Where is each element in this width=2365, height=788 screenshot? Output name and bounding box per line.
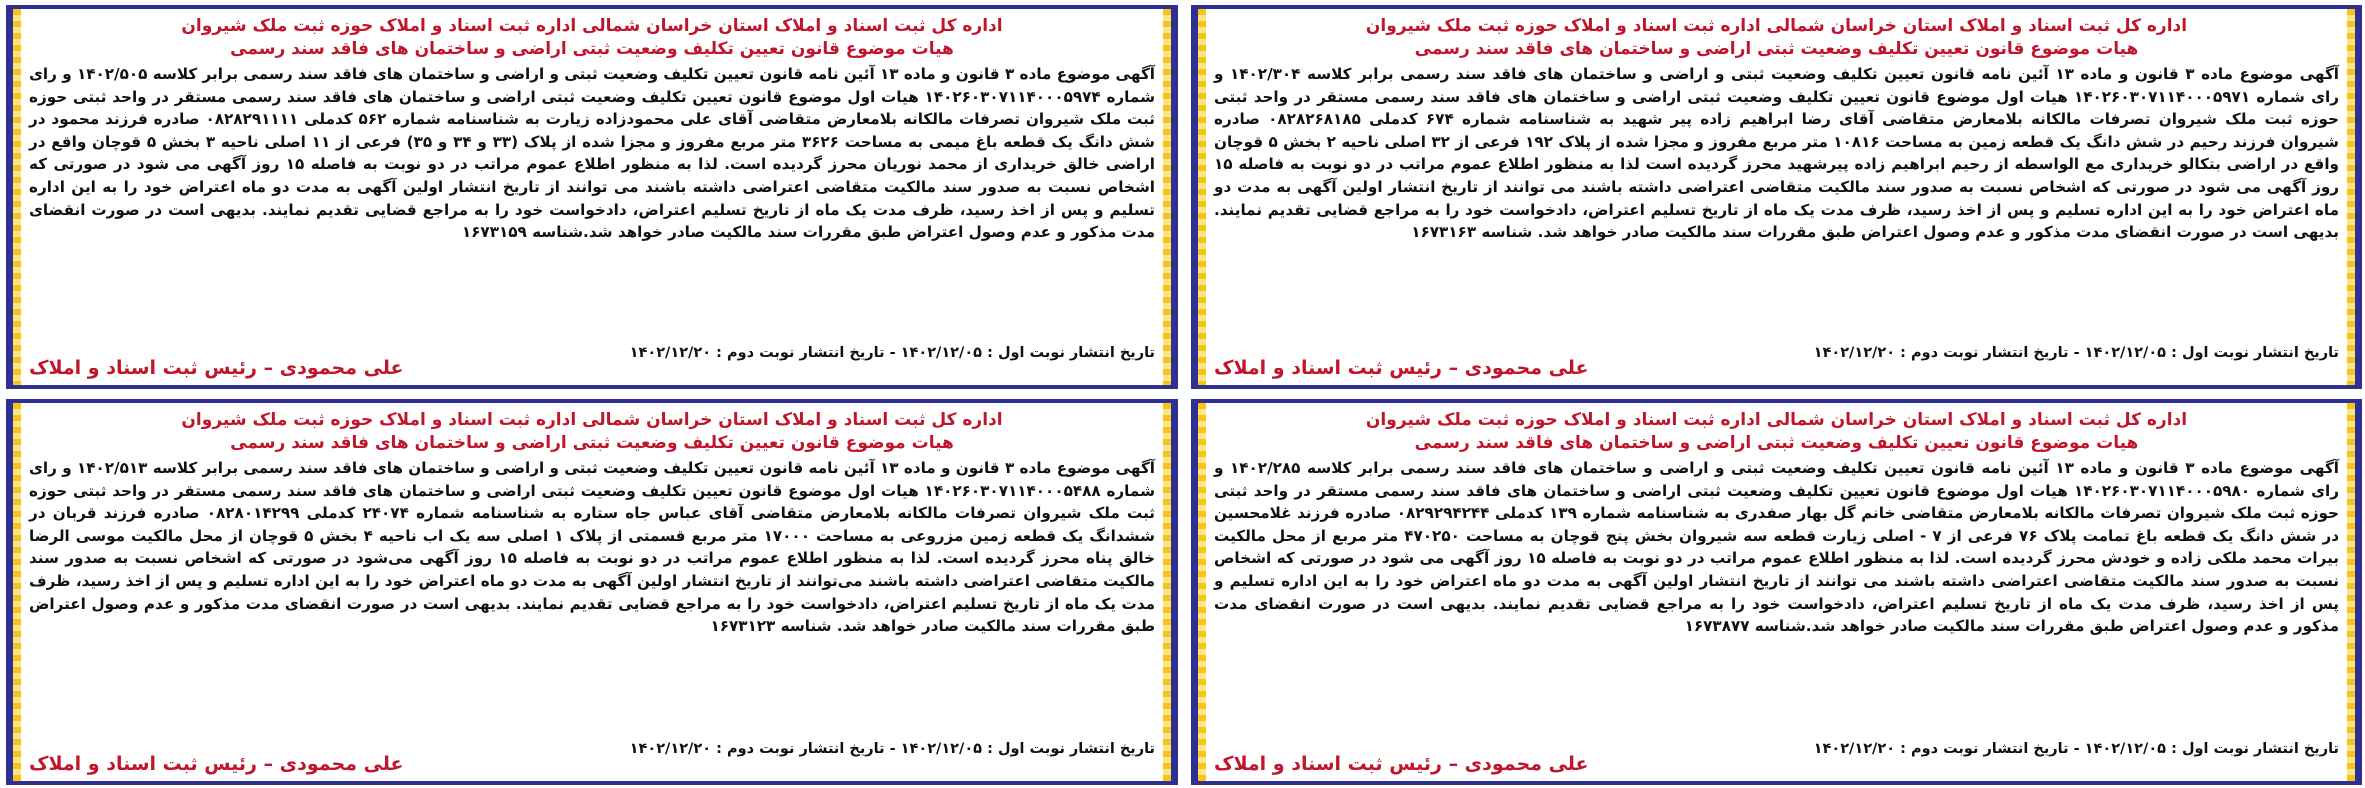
notice-title-line-1: اداره کل ثبت اسناد و املاک استان خراسان شمالی اداره ثبت اسناد و املاک حوزه ثبت ملک شیروان [1365,410,2188,430]
notice-title-line-2: هیات موضوع قانون تعیین تکلیف وضعیت ثبتی اراضی و ساختمان های فاقد سند رسمی [1414,433,2139,453]
publication-dates: تاریخ انتشار نوبت اول : ۱۴۰۲/۱۲/۰۵ - تاریخ انتشار نوبت دوم : ۱۴۰۲/۱۲/۲۰ [629,741,1155,757]
signature: علی محمودی – رئیس ثبت اسناد و املاک [29,753,404,775]
notice-content [1214,15,2339,379]
notice-content [1214,409,2339,775]
notice-footer [1214,345,2339,379]
signature: علی محمودی – رئیس ثبت اسناد و املاک [29,357,404,379]
publication-dates: تاریخ انتشار نوبت اول : ۱۴۰۲/۱۲/۰۵ - تاریخ انتشار نوبت دوم : ۱۴۰۲/۱۲/۲۰ [1813,741,2339,757]
signature: علی محمودی – رئیس ثبت اسناد و املاک [1214,357,1589,379]
notice-title-line-2: هیات موضوع قانون تعیین تکلیف وضعیت ثبتی اراضی و ساختمان های فاقد سند رسمی [1414,39,2139,59]
notice-body: آگهی موضوع ماده ۳ قانون و ماده ۱۳ آئین نامه قانون تعیین تکلیف وضعیت ثبتی و اراضی و ساختمان های فاقد سند رسمی برابر کلاسه ۱۴۰۲/۳۰۴ و رای شماره ۱۴۰۲۶۰۳۰۷۱۱۴۰۰۰۵۹۷۱ هیات اول موضوع قانون تعیین تکلیف وضعیت ثبتی اراضی و ساختمان های فاقد سند رسمی مستقر در واحد ثبتی حوزه ثبت ملک شیروان تصرفات مالکانه بلامعارض متقاضی آقای رضا ابراهیم زاده پیر شهید به شناسنامه شماره ۶۷۴ کدملی ۰۸۲۸۲۶۸۱۸۵ صادره شیروان فرزند رحیم در شش دانگ یک قطعه زمین به مساحت ۱۰۸۱۶ متر مربع مفروز و مجزا شده از پلاک ۱۹۲ فرعی از ۳۲ اصلی ناحیه ۲ بخش ۵ قوچان واقع در اراضی بتکالو خریداری مع الواسطه از رحیم ابراهیم زاده پیرشهید محرز گردیده است لذا به منظور اطلاع عموم مراتب در دو نوبت به فاصله ۱۵ روز آگهی می شود در صورتی که اشخاص نسبت به صدور سند مالکیت متقاضی اعتراضی داشته باشند می توانند از تاریخ انتشار اولین آگهی به مدت دو ماه اعتراض خود را به این اداره تسلیم و پس از اخذ رسید، ظرف مدت یک ماه از تاریخ تسلیم اعتراض، دادخواست خود را به مراجع قضایی تقدیم نمایند. بدیهی است در صورت انقضای مدت مذکور و عدم وصول اعتراض طبق مقررات سند مالکیت صادر خواهد شد. شناسه ۱۶۷۳۱۶۳ [1214,65,2340,242]
notice-title-line-2: هیات موضوع قانون تعیین تکلیف وضعیت ثبتی اراضی و ساختمان های فاقد سند رسمی [230,39,954,59]
notice-title-line-1: اداره کل ثبت اسناد و املاک استان خراسان شمالی اداره ثبت اسناد و املاک حوزه ثبت ملک شیروان [181,16,1003,36]
notice-footer [29,345,1155,379]
notice-content [29,409,1155,775]
notice-top-left [6,5,1178,389]
notice-body: آگهی موضوع ماده ۳ قانون و ماده ۱۳ آئین نامه قانون تعیین تکلیف وضعیت ثبتی و اراضی و ساختمان های فاقد سند رسمی برابر کلاسه ۱۴۰۲/۵۰۵ و رای شماره ۱۴۰۲۶۰۳۰۷۱۱۴۰۰۰۵۹۷۴ هیات اول موضوع قانون تعیین تکلیف وضعیت ثبتی اراضی و ساختمان های فاقد سند رسمی مستقر در واحد ثبتی حوزه ثبت ملک شیروان تصرفات مالکانه بلامعارض متقاضی آقای علی محمودزاده زیارت به شناسنامه شماره ۵۶۲ کدملی ۰۸۲۸۲۹۱۱۱۱ صادره فرزند محمود در شش دانگ یک قطعه باغ میمی به مساحت ۳۶۲۶ متر مربع مفروز و مجزا شده از پلاک (۳۳ و ۳۴ و ۳۵) فرعی از ۱۱ اصلی ناحیه ۳ بخش ۵ قوچان واقع در اراضی خالق خریداری از محمد نوریان محرز گردیده است. لذا به منظور اطلاع عموم مراتب در دو نوبت به فاصله ۱۵ روز آگهی می شود در صورتی که اشخاص نسبت به صدور سند مالکیت متقاضی اعتراضی داشته باشند می توانند از تاریخ انتشار اولین آگهی به مدت دو ماه اعتراض خود را به این اداره تسلیم و پس از اخذ رسید، ظرف مدت یک ماه از تاریخ تسلیم اعتراض، دادخواست خود را به مراجع قضایی تقدیم نمایند. بدیهی است در صورت انقضای مدت مذکور و عدم وصول اعتراض طبق مقررات سند مالکیت صادر خواهد شد.شناسه ۱۶۷۳۱۵۹ [29,65,1156,242]
notice-body: آگهی موضوع ماده ۳ قانون و ماده ۱۳ آئین نامه قانون تعیین تکلیف وضعیت ثبتی و اراضی و ساختمان های فاقد سند رسمی برابر کلاسه ۱۴۰۲/۵۱۳ و رای شماره ۱۴۰۲۶۰۳۰۷۱۱۴۰۰۰۵۴۸۸ هیات اول موضوع قانون تعیین تکلیف وضعیت ثبتی اراضی و ساختمان های فاقد سند رسمی مستقر در واحد ثبتی حوزه ثبت ملک شیروان تصرفات مالکانه بلامعارض متقاضی آقای عباس جاه ستاره به شناسنامه شماره ۲۴۰۷۴ کدملی ۰۸۲۸۰۱۴۲۹۹ صادره فرزند قربان در ششدانگ یک قطعه زمین مزروعی به مساحت ۱۷۰۰۰ متر مربع قسمتی از پلاک ۱ اصلی سه یک اب ناحیه ۴ بخش ۵ قوچان از محل مالکیت موسی الرضا خالق پناه محرز گردیده است. لذا به منظور اطلاع عموم مراتب در دو نوبت به فاصله ۱۵ روز آگهی می‌شود در صورتی که اشخاص نسبت به صدور سند مالکیت متقاضی اعتراضی داشته باشند می‌توانند از تاریخ انتشار اولین آگهی به مدت دو ماه اعتراض خود را به این اداره تسلیم و پس از اخذ رسید، ظرف مدت یک ماه از تاریخ تسلیم اعتراض، دادخواست خود را به مراجع قضایی تقدیم نمایند. بدیهی است در صورت انقضای مدت مذکور و عدم وصول اعتراض طبق مقررات سند مالکیت صادر خواهد شد. شناسه ۱۶۷۳۱۲۳ [29,459,1156,636]
notice-title-line-1: اداره کل ثبت اسناد و املاک استان خراسان شمالی اداره ثبت اسناد و املاک حوزه ثبت ملک شیروان [1365,16,2188,36]
publication-dates: تاریخ انتشار نوبت اول : ۱۴۰۲/۱۲/۰۵ - تاریخ انتشار نوبت دوم : ۱۴۰۲/۱۲/۲۰ [629,345,1155,361]
notice-title-line-2: هیات موضوع قانون تعیین تکلیف وضعیت ثبتی اراضی و ساختمان های فاقد سند رسمی [230,433,954,453]
notice-body: آگهی موضوع ماده ۳ قانون و ماده ۱۳ آئین نامه قانون تعیین تکلیف وضعیت ثبتی و اراضی و ساختمان های فاقد سند رسمی برابر کلاسه ۱۴۰۲/۲۸۵ و رای شماره ۱۴۰۲۶۰۳۰۷۱۱۴۰۰۰۵۹۸۰ هیات اول موضوع قانون تعیین تکلیف وضعیت ثبتی اراضی و ساختمان های فاقد سند رسمی مستقر در واحد ثبتی حوزه ثبت ملک شیروان تصرفات مالکانه بلامعارض متقاضی خانم گل بهار صفدری به شناسنامه شماره ۱۳۹ کدملی ۰۸۲۹۲۹۴۲۴۴ صادره فرزند غلامحسین در شش دانگ یک قطعه باغ تمامت پلاک ۷۶ فرعی از ۷ - اصلی زیارت قطعه سه شیروان بخش پنج قوچان به مساحت ۴۷۰۲۵۰ متر مربع از محل مالکیت بیرات محمد ملکی زاده و خودش محرز گردیده است. لذا به منظور اطلاع عموم مراتب در دو نوبت به فاصله ۱۵ روز آگهی می شود در صورتی که اشخاص نسبت به صدور سند مالکیت متقاضی اعتراضی داشته باشند می توانند از تاریخ انتشار اولین آگهی به مدت دو ماه اعتراض خود را به این اداره تسلیم و پس از اخذ رسید، ظرف مدت یک ماه از تاریخ تسلیم اعتراض، دادخواست خود را به مراجع قضایی تقدیم نمایند. بدیهی است در صورت انقضای مدت مذکور و عدم وصول اعتراض طبق مقررات سند مالکیت صادر خواهد شد.شناسه ۱۶۷۳۸۷۷ [1214,459,2340,636]
signature: علی محمودی – رئیس ثبت اسناد و املاک [1214,753,1589,775]
notice-footer [29,741,1155,775]
notice-bottom-right [1191,399,2362,785]
notice-content [29,15,1155,379]
publication-dates: تاریخ انتشار نوبت اول : ۱۴۰۲/۱۲/۰۵ - تاریخ انتشار نوبت دوم : ۱۴۰۲/۱۲/۲۰ [1813,345,2339,361]
notice-bottom-left [6,399,1178,785]
notice-title-line-1: اداره کل ثبت اسناد و املاک استان خراسان شمالی اداره ثبت اسناد و املاک حوزه ثبت ملک شیروان [181,410,1003,430]
notice-top-right [1191,5,2362,389]
notice-footer [1214,741,2339,775]
